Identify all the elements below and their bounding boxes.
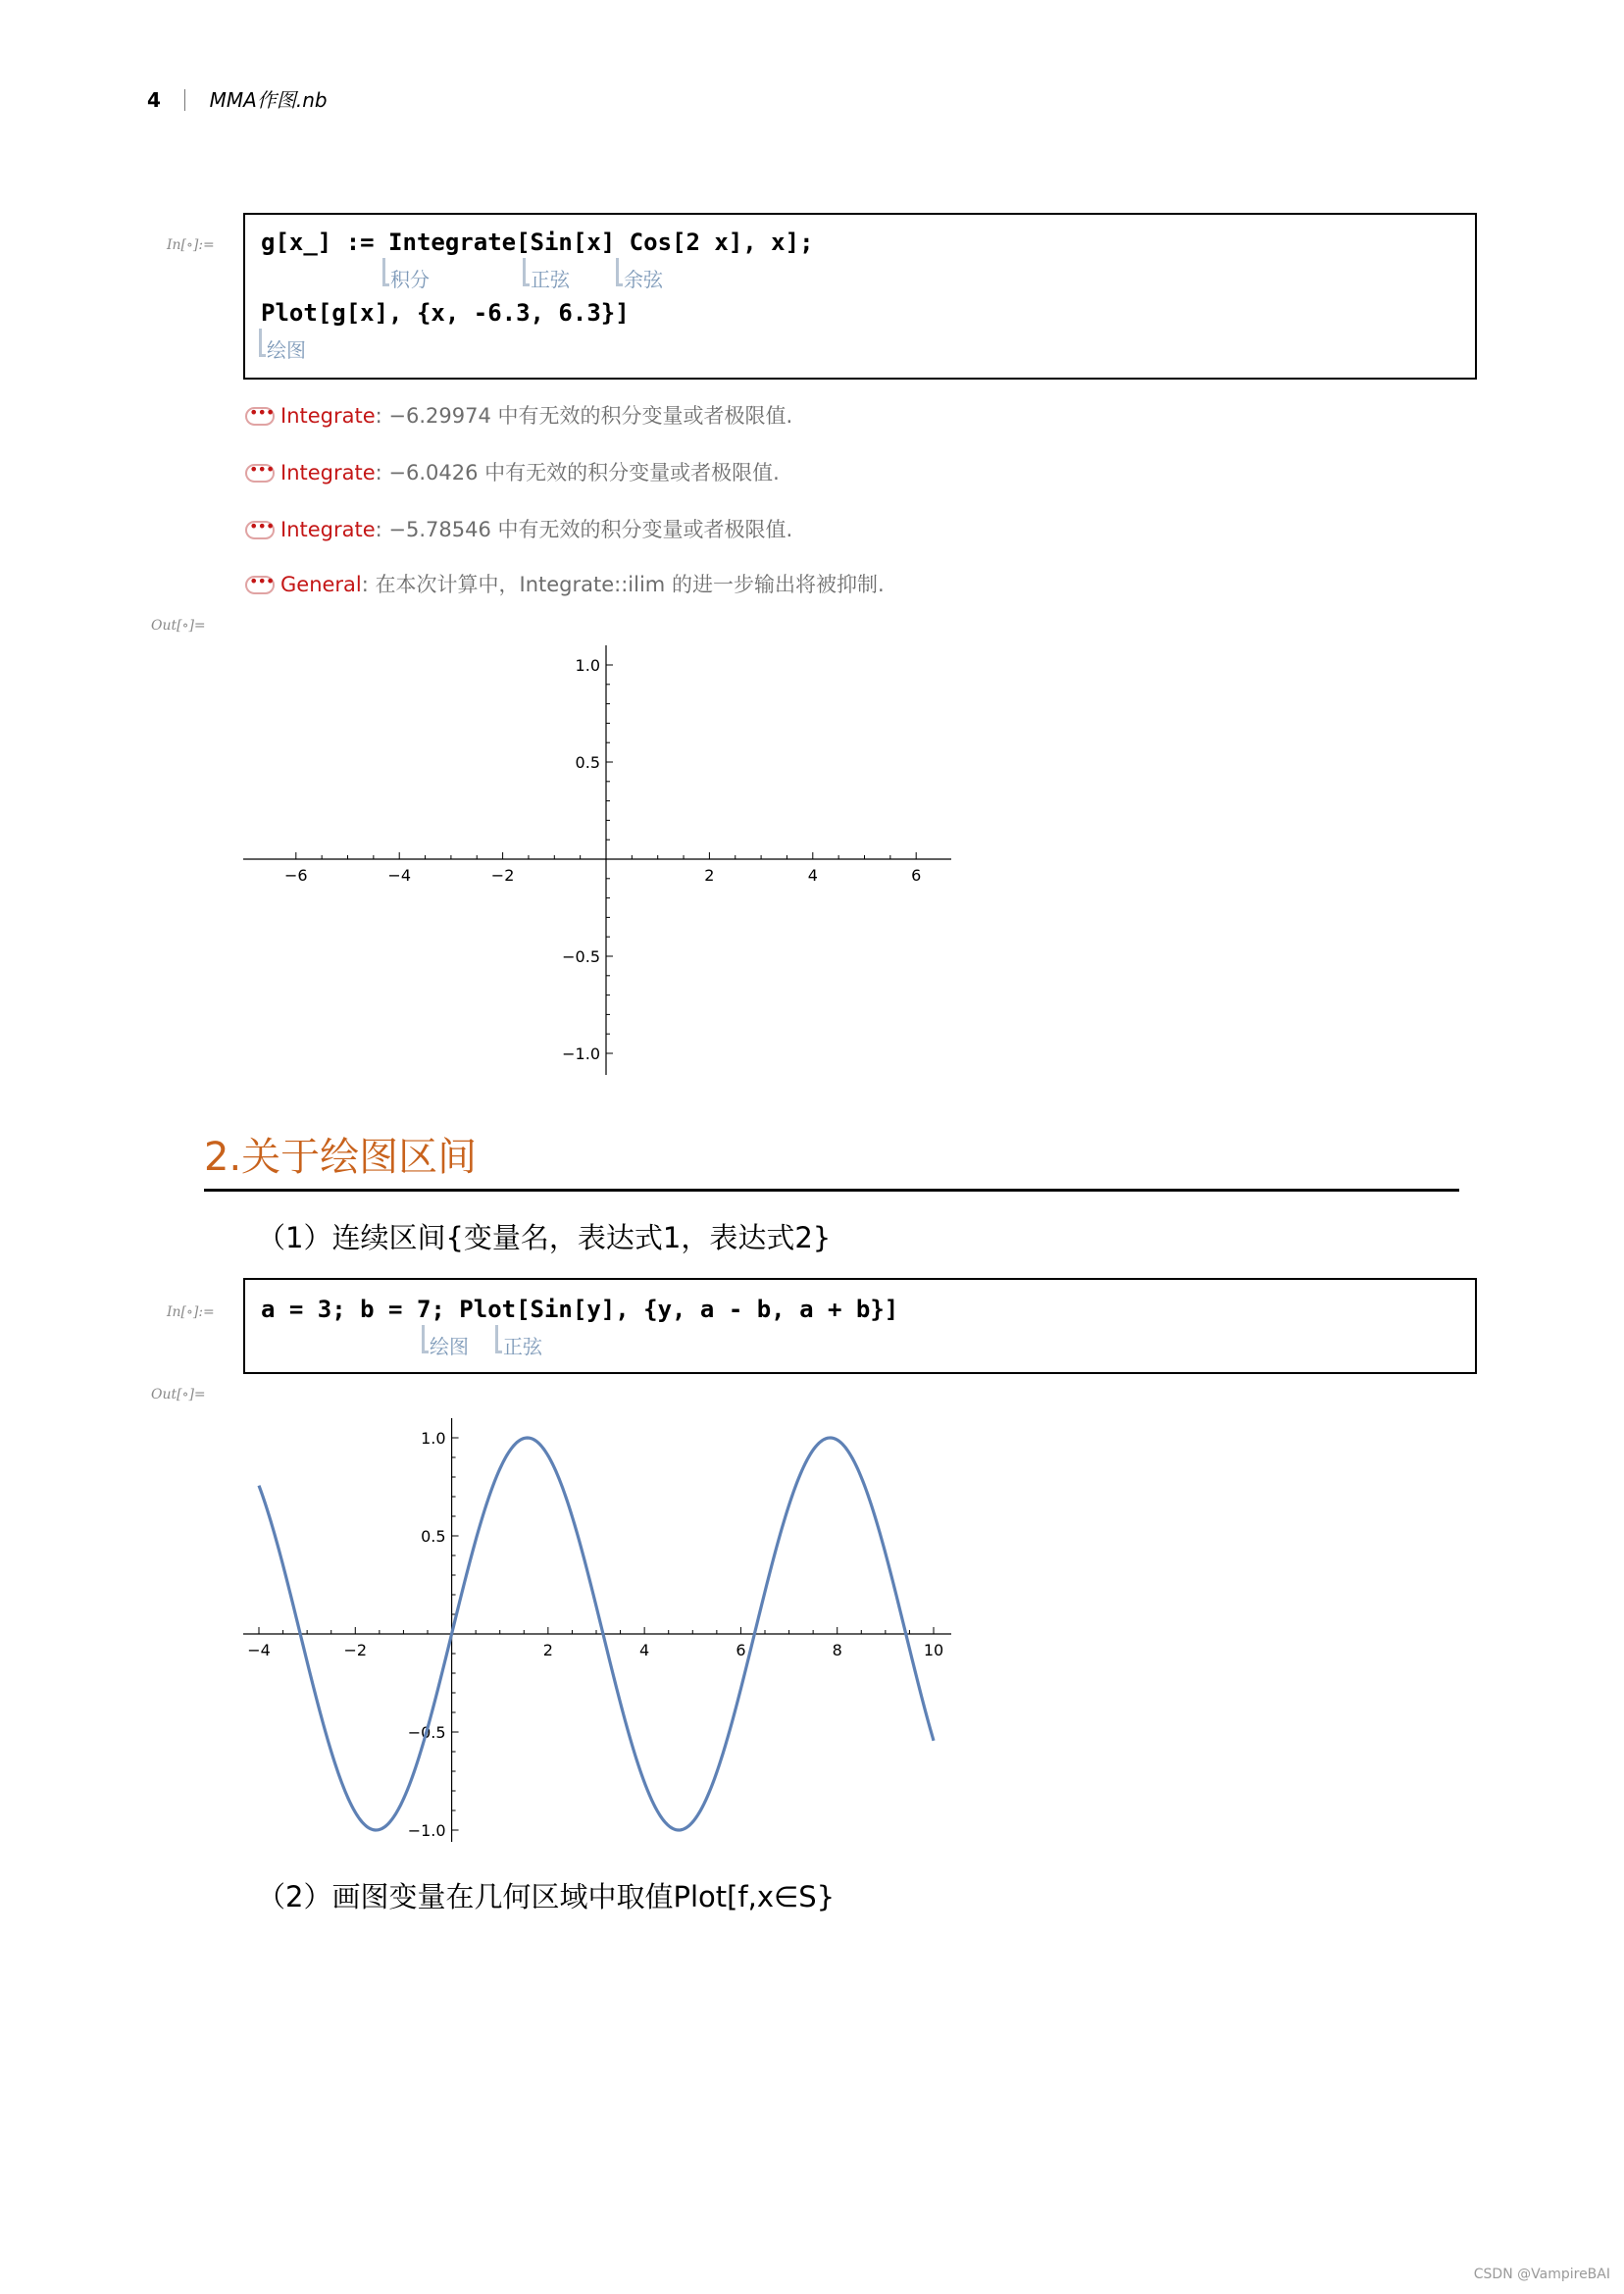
- y-tick-label: −1.0: [407, 1821, 446, 1840]
- y-tick-label: −1.0: [562, 1045, 600, 1063]
- y-tick-label: 1.0: [575, 656, 600, 675]
- annotation-sin: 正弦: [495, 1331, 542, 1359]
- x-tick-label: −2: [490, 866, 515, 885]
- message-menu-icon[interactable]: [245, 576, 275, 594]
- x-tick-label: 10: [923, 1641, 944, 1659]
- message-name[interactable]: Integrate: [280, 518, 376, 541]
- section-title: 2.关于绘图区间: [204, 1135, 478, 1180]
- watermark-footer: CSDN @VampireBAI: [1473, 2267, 1610, 2282]
- annotation-sin: 正弦: [523, 264, 570, 292]
- annotation-integrate: 积分: [382, 264, 430, 292]
- y-tick-label: 1.0: [421, 1429, 446, 1448]
- cell1-in-label: In[∘]:=: [167, 237, 215, 253]
- x-tick-label: 4: [807, 866, 818, 885]
- x-tick-label: 4: [639, 1641, 650, 1659]
- annotation-plot: 绘图: [422, 1331, 469, 1359]
- y-tick-label: 0.5: [575, 753, 600, 772]
- message-text: : −5.78546 中有无效的积分变量或者极限值.: [375, 518, 793, 541]
- annotation-cos: 余弦: [616, 264, 663, 292]
- page-number: 4: [147, 88, 161, 112]
- y-tick-label: −0.5: [407, 1723, 446, 1742]
- message-text: : −6.0426 中有无效的积分变量或者极限值.: [375, 461, 780, 484]
- cell2-out-label: Out[∘]=: [151, 1387, 206, 1402]
- plot2-sine-curve: [233, 1412, 979, 1844]
- message-row: [245, 514, 792, 543]
- message-name[interactable]: Integrate: [280, 461, 376, 484]
- subsection-geometric-region: （2）画图变量在几何区域中取值Plot[f,x∈S}: [257, 1880, 836, 1913]
- x-tick-label: −6: [284, 866, 308, 885]
- cell1-input-box[interactable]: [243, 213, 1477, 380]
- cell1-out-label: Out[∘]=: [151, 618, 206, 634]
- x-tick-label: 6: [736, 1641, 746, 1659]
- x-tick-label: −4: [387, 866, 412, 885]
- y-tick-label: −0.5: [562, 947, 600, 966]
- x-tick-label: 6: [911, 866, 922, 885]
- cell2-input-box[interactable]: [243, 1278, 1477, 1374]
- x-tick-label: 2: [542, 1641, 553, 1659]
- message-text: : 在本次计算中，Integrate::ilim 的进一步输出将被抑制.: [361, 573, 885, 596]
- message-menu-icon[interactable]: [245, 464, 275, 483]
- x-tick-label: 2: [704, 866, 715, 885]
- message-name[interactable]: Integrate: [280, 404, 376, 428]
- message-row: [245, 400, 792, 430]
- plot1-empty-axes: [233, 636, 979, 1087]
- x-tick-label: −4: [247, 1641, 271, 1659]
- cell1-code-line1[interactable]: g[x_] := Integrate[Sin[x] Cos[2 x], x];: [261, 229, 814, 256]
- message-row: [245, 457, 780, 486]
- message-text: : −6.29974 中有无效的积分变量或者极限值.: [375, 404, 793, 428]
- cell2-code-line1[interactable]: a = 3; b = 7; Plot[Sin[y], {y, a - b, a + b}]: [261, 1296, 899, 1323]
- y-tick-label: 0.5: [421, 1527, 446, 1546]
- cell1-code-line2[interactable]: Plot[g[x], {x, -6.3, 6.3}]: [261, 299, 630, 327]
- message-name[interactable]: General: [280, 573, 362, 596]
- page-header: [147, 84, 328, 113]
- message-row: [245, 569, 885, 598]
- header-divider: [184, 89, 185, 111]
- message-menu-icon[interactable]: [245, 521, 275, 539]
- notebook-filename: MMA作图.nb: [209, 88, 328, 112]
- x-tick-label: −2: [343, 1641, 368, 1659]
- annotation-plot: 绘图: [259, 334, 306, 363]
- x-tick-label: 8: [832, 1641, 842, 1659]
- message-menu-icon[interactable]: [245, 407, 275, 426]
- cell2-in-label: In[∘]:=: [167, 1304, 215, 1320]
- subsection-continuous-range: （1）连续区间{变量名，表达式1，表达式2}: [257, 1221, 832, 1254]
- section-divider: [204, 1189, 1459, 1192]
